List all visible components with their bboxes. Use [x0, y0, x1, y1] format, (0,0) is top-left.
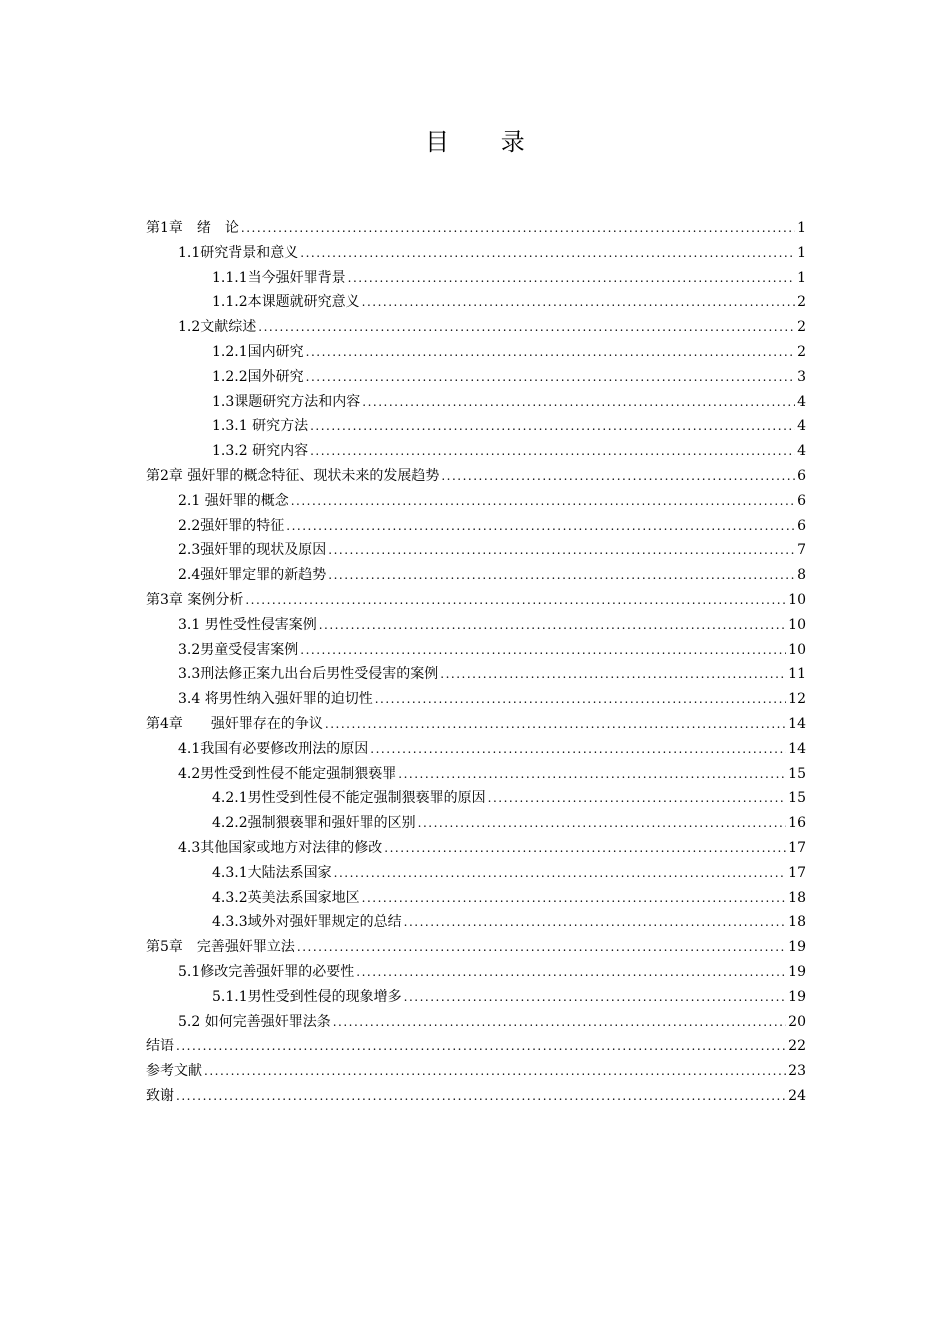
- toc-entry-page-number: 14: [788, 715, 806, 732]
- toc-entry[interactable]: [146, 216, 806, 241]
- toc-entry-page-number: 15: [788, 765, 806, 782]
- toc-entry-label: 4.3.2英美法系国家地区: [212, 889, 360, 906]
- toc-entry-label: 1.2文献综述: [178, 319, 257, 336]
- toc-entry-label: 2.3强奸罪的现状及原因: [178, 542, 327, 559]
- toc-entry-page-number: 1: [797, 244, 806, 261]
- toc-entry-label: 2.2强奸罪的特征: [178, 517, 285, 534]
- toc-entry-page-number: 14: [788, 740, 806, 757]
- toc-dot-leader: [297, 935, 786, 960]
- toc-dot-leader: [291, 489, 795, 514]
- toc-entry-label: 4.3.1大陆法系国家: [212, 864, 332, 881]
- toc-dot-leader: [404, 985, 787, 1010]
- toc-entry-label: 2.1 强奸罪的概念: [178, 492, 289, 509]
- toc-entry-label: 1.2.1国内研究: [212, 343, 304, 360]
- toc-dot-leader: [362, 390, 795, 415]
- toc-entry[interactable]: [146, 464, 806, 489]
- toc-entry[interactable]: [146, 1034, 806, 1059]
- toc-dot-leader: [286, 514, 795, 539]
- toc-entry[interactable]: [146, 588, 806, 613]
- toc-entry-label: 第5章 完善强奸罪立法: [146, 939, 295, 956]
- toc-entry-label: 1.1.2本课题就研究意义: [212, 294, 360, 311]
- toc-dot-leader: [333, 1010, 786, 1035]
- toc-dot-leader: [241, 216, 795, 241]
- toc-entry[interactable]: [146, 910, 806, 935]
- toc-entry[interactable]: [146, 315, 806, 340]
- toc-entry-page-number: 4: [797, 393, 806, 410]
- toc-dot-leader: [348, 266, 795, 291]
- toc-entry-label: 第1章 绪 论: [146, 220, 239, 236]
- toc-entry-label: 4.1我国有必要修改刑法的原因: [178, 740, 369, 757]
- toc-entry[interactable]: [146, 489, 806, 514]
- toc-dot-leader: [300, 241, 795, 266]
- toc-entry-label: 4.2.2强制猥亵罪和强奸罪的区别: [212, 815, 416, 832]
- toc-entry[interactable]: [146, 514, 806, 539]
- toc-entry-label: 参考文献: [146, 1063, 202, 1080]
- toc-entry-label: 5.1.1男性受到性侵的现象增多: [212, 988, 402, 1005]
- toc-dot-leader: [384, 836, 786, 861]
- toc-entry[interactable]: [146, 266, 806, 291]
- toc-entry[interactable]: [146, 960, 806, 985]
- toc-dot-leader: [306, 365, 795, 390]
- toc-entry[interactable]: [146, 563, 806, 588]
- toc-entry-page-number: 8: [797, 567, 806, 584]
- toc-entry-page-number: 12: [788, 691, 806, 708]
- toc-entry-page-number: 4: [797, 443, 806, 460]
- toc-entry[interactable]: [146, 737, 806, 762]
- toc-entry-label: 第2章 强奸罪的概念特征、现状未来的发展趋势: [146, 467, 440, 484]
- toc-dot-leader: [418, 811, 787, 836]
- toc-entry[interactable]: [146, 390, 806, 415]
- toc-entry-page-number: 18: [788, 889, 806, 906]
- toc-dot-leader: [325, 712, 786, 737]
- toc-entry[interactable]: [146, 985, 806, 1010]
- toc-entry[interactable]: [146, 762, 806, 787]
- toc-title: 目 录: [425, 128, 547, 156]
- toc-entry-page-number: 23: [788, 1063, 806, 1080]
- toc-entry-page-number: 6: [797, 517, 806, 534]
- toc-dot-leader: [404, 910, 787, 935]
- toc-entry[interactable]: [146, 365, 806, 390]
- toc-entry-page-number: 19: [788, 939, 806, 956]
- toc-entry-label: 3.3刑法修正案九出台后男性受侵害的案例: [178, 666, 439, 683]
- toc-dot-leader: [334, 861, 787, 886]
- toc-entry[interactable]: [146, 811, 806, 836]
- toc-entry[interactable]: [146, 1010, 806, 1035]
- toc-entry-page-number: 10: [788, 616, 806, 633]
- toc-entry[interactable]: [146, 638, 806, 663]
- toc-dot-leader: [375, 687, 786, 712]
- toc-dot-leader: [362, 290, 795, 315]
- toc-entry[interactable]: [146, 439, 806, 464]
- toc-entry-label: 4.2.1男性受到性侵不能定强制猥亵罪的原因: [212, 790, 486, 807]
- toc-entry-page-number: 2: [797, 294, 806, 311]
- toc-dot-leader: [362, 886, 787, 911]
- toc-dot-leader: [328, 538, 795, 563]
- toc-dot-leader: [441, 464, 795, 489]
- toc-dot-leader: [488, 786, 787, 811]
- toc-entry-label: 结语: [146, 1038, 174, 1055]
- toc-dot-leader: [440, 662, 786, 687]
- toc-entry-label: 第4章 强奸罪存在的争议: [146, 715, 323, 732]
- toc-entry-page-number: 1: [797, 220, 806, 236]
- toc-entry-page-number: 19: [788, 963, 806, 980]
- toc-entry-page-number: 7: [797, 542, 806, 559]
- toc-dot-leader: [319, 613, 786, 638]
- toc-entry[interactable]: [146, 861, 806, 886]
- toc-entry[interactable]: [146, 1084, 806, 1109]
- toc-entry-page-number: 22: [788, 1038, 806, 1055]
- toc-entry[interactable]: [146, 340, 806, 365]
- table-of-contents: [146, 216, 806, 1109]
- toc-entry-page-number: 2: [797, 343, 806, 360]
- toc-entry-label: 3.2男童受侵害案例: [178, 641, 299, 658]
- toc-entry-label: 1.1研究背景和意义: [178, 244, 299, 261]
- toc-entry-page-number: 15: [788, 790, 806, 807]
- toc-entry[interactable]: [146, 886, 806, 911]
- toc-dot-leader: [356, 960, 786, 985]
- toc-entry[interactable]: [146, 414, 806, 439]
- toc-entry-label: 2.4强奸罪定罪的新趋势: [178, 567, 327, 584]
- toc-dot-leader: [258, 315, 795, 340]
- toc-entry-label: 致谢: [146, 1087, 174, 1104]
- toc-entry-label: 5.1修改完善强奸罪的必要性: [178, 963, 355, 980]
- toc-entry-page-number: 6: [797, 492, 806, 509]
- toc-entry-page-number: 3: [797, 368, 806, 385]
- toc-entry-page-number: 2: [797, 319, 806, 336]
- toc-entry[interactable]: [146, 712, 806, 737]
- toc-entry-label: 4.3其他国家或地方对法律的修改: [178, 839, 383, 856]
- toc-dot-leader: [204, 1059, 786, 1084]
- toc-entry-page-number: 4: [797, 418, 806, 435]
- toc-entry-label: 4.2男性受到性侵不能定强制猥亵罪: [178, 765, 397, 782]
- toc-entry-page-number: 1: [797, 269, 806, 286]
- toc-entry-label: 3.1 男性受性侵害案例: [178, 616, 317, 633]
- toc-entry-page-number: 18: [788, 914, 806, 931]
- toc-entry-label: 4.3.3域外对强奸罪规定的总结: [212, 914, 402, 931]
- toc-entry-page-number: 10: [788, 591, 806, 608]
- toc-dot-leader: [398, 762, 786, 787]
- toc-dot-leader: [176, 1084, 786, 1109]
- toc-entry-page-number: 20: [788, 1013, 806, 1030]
- toc-entry-page-number: 17: [788, 839, 806, 856]
- toc-entry[interactable]: [146, 241, 806, 266]
- toc-dot-leader: [310, 439, 795, 464]
- toc-dot-leader: [370, 737, 786, 762]
- toc-entry-page-number: 19: [788, 988, 806, 1005]
- toc-dot-leader: [176, 1034, 786, 1059]
- toc-entry-label: 5.2 如何完善强奸罪法条: [178, 1013, 331, 1030]
- toc-entry-label: 1.1.1当今强奸罪背景: [212, 269, 346, 286]
- toc-entry[interactable]: [146, 290, 806, 315]
- toc-entry-label: 3.4 将男性纳入强奸罪的迫切性: [178, 691, 373, 708]
- toc-entry-page-number: 16: [788, 815, 806, 832]
- toc-entry-page-number: 10: [788, 641, 806, 658]
- toc-entry[interactable]: [146, 538, 806, 563]
- toc-entry[interactable]: [146, 613, 806, 638]
- toc-entry-page-number: 6: [797, 467, 806, 484]
- toc-entry[interactable]: [146, 836, 806, 861]
- toc-entry-page-number: 11: [788, 666, 806, 683]
- toc-entry-label: 1.3.2 研究内容: [212, 443, 309, 460]
- toc-entry[interactable]: [146, 687, 806, 712]
- toc-entry-page-number: 24: [788, 1087, 806, 1104]
- toc-dot-leader: [245, 588, 786, 613]
- toc-entry-label: 1.3.1 研究方法: [212, 418, 309, 435]
- toc-entry[interactable]: [146, 1059, 806, 1084]
- toc-entry[interactable]: [146, 662, 806, 687]
- toc-entry-label: 1.3课题研究方法和内容: [212, 393, 361, 410]
- toc-entry[interactable]: [146, 935, 806, 960]
- toc-dot-leader: [310, 414, 795, 439]
- toc-entry-label: 1.2.2国外研究: [212, 368, 304, 385]
- toc-entry-label: 第3章 案例分析: [146, 591, 244, 608]
- toc-entry-page-number: 17: [788, 864, 806, 881]
- toc-dot-leader: [328, 563, 795, 588]
- toc-dot-leader: [300, 638, 786, 663]
- toc-entry[interactable]: [146, 786, 806, 811]
- toc-dot-leader: [306, 340, 795, 365]
